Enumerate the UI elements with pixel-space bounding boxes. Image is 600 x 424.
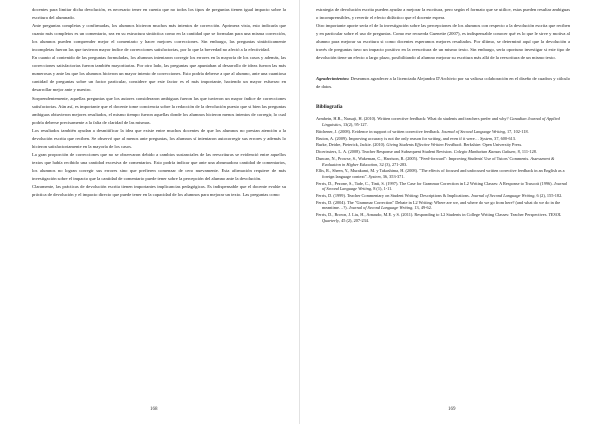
reference-source: Assessment & Evaluation in Higher Education — [322, 155, 555, 167]
reference-details: , 13(2), 95-127. — [340, 122, 368, 128]
left-page-body — [32, 6, 286, 199]
reference-entry — [316, 116, 570, 127]
reference-entry — [316, 156, 570, 167]
reference-text: Bitchener, J. (2008). Evidence in support of written corrective feedback. — [316, 128, 442, 134]
reference-text: Ferris, D. (1999). Teacher Commentary on Student Writing: Descriptions & Implications. — [316, 193, 471, 199]
reference-entry — [316, 142, 570, 148]
page-number: 169 — [448, 407, 456, 412]
reference-text: Duncan, N., Prowse, S., Wakeman, C., Harrison, R. (2005). "Feed-forward": Improving Students' Use of Tutors' Comments. — [316, 155, 531, 161]
reference-list — [316, 116, 570, 223]
reference-source: Journal of Second Language Writing — [322, 180, 568, 192]
reference-text: Armbein, H.R., Nassaji, H. (2010). Written corrective feedback: What do students and teachers prefer and why? — [316, 116, 510, 122]
reference-entry — [316, 212, 570, 223]
reference-source: Colegio Manhattan Kansas Gakuen — [453, 149, 516, 155]
reference-details: . Berkshire: Open University Press. — [461, 142, 523, 148]
reference-text: Ferris, D., Pezone, S., Tade, C., Tinti, S. (1997). The Case for Grammar Correction in L2 Writing Classes: A Response to Truscott (1996). — [316, 180, 554, 186]
reference-source: Journal of Second Language Writing — [470, 193, 535, 199]
reference-entry — [316, 129, 570, 135]
reference-details: , 17, 102-118. — [504, 128, 529, 134]
reference-source: Journal of Second Language Writing — [441, 128, 505, 134]
reference-entry — [316, 136, 570, 142]
reference-text: Ferris, D. (2004). The "Grammar Correction" Debate in L2 Writing: Where are we, and where do we go from here? (and what do we do in the meantime…?). — [316, 199, 561, 211]
reference-text: Ellis, R., Sheen, Y., Murakami, M. y Takashima, H. (2008). "The effects of focused and unfocused written corrective feedback in an English as a foreign language context". — [316, 168, 565, 179]
paragraph: docentes para limitar dicha devolución, es necesario tener en cuenta que no todos los tipos de preguntas tienen igual impacto sobre la escritura del alumnado. — [32, 7, 286, 21]
reference-details: , 36, 353-371. — [380, 173, 405, 179]
paragraph: Ante preguntas completas y confirmadas, los alumnos hicieron muchos más intentos de corrección. Aprimera vista, esto indicaría que cuanto más completos es un comentario, sea en su estructura sintáctica como en la cantidad que se formulan para una misma corrección, los alumnos pueden comprender mejor el comentario y hacer mejores correcciones. Sin embargo, las preguntas sintácticamente incompletas fueron las que tuvieron mayor índice de correcciones satisfactorias, por lo que la brevedad no afectó a la efectividad. — [32, 23, 286, 53]
paragraph: Los resultados también ayudan a desmitificar la idea que existe entre muchos docentes de que los alumnos no prestan atención a la devolución escrita que reciben. Se observó que al menos ante preguntas, los alumnos sí intentaron autocorregir sus errores y además lo hicieron satisfactoriamente en la mayoría de los casos. — [32, 127, 286, 149]
paragraph: estrategia de devolución escrita pueden ayudar a mejorar la escritura, pero según el formato que se utilice, estas pueden resultar ambiguas o incomprensibles, y revertir el efecto didáctico que el docente espera. — [316, 7, 570, 21]
reference-text: Dicerissiers, L. A. (2008). Teacher Response and Subsequent Student Revision. — [316, 149, 454, 155]
reference-text: Bruton, A. (2009). Improving accuracy is not the only reason for writing, and even if it were… — [316, 135, 481, 141]
reference-source: System — [368, 173, 381, 179]
reference-text: Ferris, D., Brown, J. Liu, H., Arnaudo, M.E. y S. (2011). Responding to L2 Students in College Writing Classes: Teacher Perspectives. — [316, 212, 549, 218]
reference-details: , 8, 111-128. — [515, 149, 537, 155]
reference-details: , 45 (2), 207-234. — [338, 217, 370, 223]
reference-details: , 6 (2), 155-182. — [534, 193, 563, 199]
bibliography-heading: Bibliografía — [316, 104, 343, 111]
reference-details: , 13, 49-62. — [412, 205, 432, 211]
acknowledgements-title: Agradecimientos: — [316, 76, 350, 82]
acknowledgements — [316, 75, 570, 91]
page-number: 168 — [150, 407, 158, 412]
reference-entry — [316, 193, 570, 199]
reference-entry — [316, 149, 570, 155]
reference-source: TESOL Quarterly — [322, 212, 562, 223]
acknowledgements-text: Deseamos agradecer a la licenciada Alejandra D'Archivio por su valiosa colaboración en el diseño de cuadros y cálculo de datos. — [316, 76, 570, 90]
reference-source: Giving Students Effective Written Feedback — [386, 142, 462, 148]
reference-details: , 8 (1), 1-11. — [371, 186, 393, 192]
reference-details: , 37, 600-613. — [492, 135, 517, 141]
reference-source: System — [480, 135, 493, 141]
reference-text: Burke, Deidre, Pieterick, Jackie. (2010). — [316, 142, 387, 148]
reference-entry — [316, 168, 570, 179]
paragraph: Claramente, las prácticas de devolución escrita tienen importantes implicancias pedagógicas. Es indispensable que el docente evalúe su práctica de devolución y el impacto directo que puede tener en la capacidad de los alumnos para mejorar un texto. Las preguntas como — [32, 184, 286, 198]
reference-source: Journal of Second Language Writing — [348, 205, 413, 211]
paragraph: En cuanto al contenido de las preguntas formuladas, los alumnos intentaron corregir los errores en la mayoría de los casos y además, las correcciones satisfactorias fueron también mayoritarias. Por otro lado, las preguntas que apuntaban al desarrollo de ideas fueron las más numerosas y ante las que los alumnos hicieron un mayor intento de correcciones. Esto podría deberse a que al alumno, ante una cuantiosa cantidad de preguntas sobre un factor particular, considere que este factor es el más importante, haciendo un mayor esfuerzo en desarrollar mejor ante y nuestro. — [32, 55, 286, 93]
reference-entry — [316, 200, 570, 211]
reference-details: , 32 (3), 271-283. — [377, 161, 408, 167]
reference-source: Canadian Journal of Applied Linguistics — [322, 116, 560, 128]
right-page — [300, 0, 600, 424]
paragraph: Otro importante aporte sería el de la investigación sobre las percepciones de los alumnos con respecto a la devolución escrita que reciben y en particular sobre el uso de preguntas. Como ese recuerda Guenette (2007), es indispensable conocer qué es lo que le sirve y motiva al alumno para mejorar su escritura si como docentes esperamos mejores resultados. Por último, se determinó aquí que la devolución a través de preguntas tuvo un impacto positivo en la reescritura de un mismo texto. Sin embargo, sería oportuno investigar si este tipo de devolución tiene un efecto a largo plazo, posibilitando al alumno mejorar su escritura más allá de la reescritura de un mismo texto. — [316, 23, 570, 61]
reference-entry — [316, 181, 570, 192]
paragraph: La gran proporción de correcciones que no se observaron debido a cambios sustanciales de las reescrituras se evidenció entre aquellos textos que había recibido una cantidad excesiva de comentarios. Esto podría indicar que ante una abrumadora cantidad de comentarios, los alumnos no logran corregir sus errores sino que prefieren comenzar de cero nuevamente. Esta afirmación requiere de más investigación sobre el impacto que la cantidad de comentario puede tener sobre la percepción del alumno ante la devolución. — [32, 151, 286, 181]
paragraph: Sorprendentemente, aquellas preguntas que los autores consideraron ambiguas fueron las que tuvieron un mayor índice de correcciones satisfactorias. Aún así, es importante que el docente tome conciencia sobre la redacción de la devolución puesto que si bien las preguntas ambiguas obtuvieron mejores resultados, el mismo tiempo fueron aquellas donde los alumnos hicieron menos intentos de corregir, lo cual podría deberse precisamente a la falta de claridad de las mismas. — [32, 95, 286, 125]
